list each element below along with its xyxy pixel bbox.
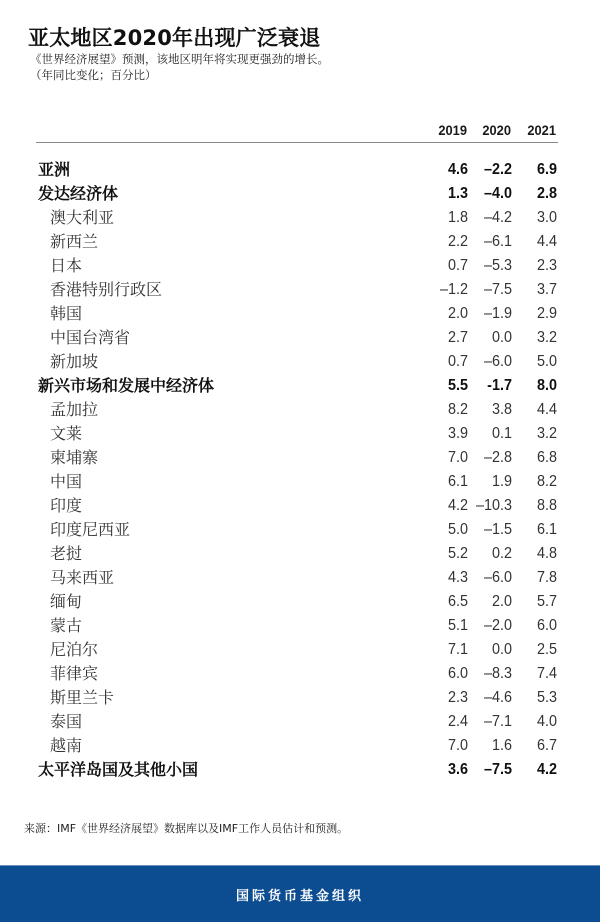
value-2020: –7.5: [483, 761, 512, 778]
value-2020: –8.3: [483, 665, 512, 682]
value-2020: –1.5: [483, 521, 512, 538]
table-row: [0, 230, 600, 254]
row-label: 越南: [50, 736, 83, 755]
value-2021: 5.0: [536, 353, 557, 370]
value-2019: 7.0: [447, 737, 468, 754]
value-2021: 7.8: [536, 569, 557, 586]
row-label: 发达经济体: [38, 184, 119, 203]
value-2021: 3.7: [536, 281, 557, 298]
table-group-row: [0, 758, 600, 782]
value-2020: -1.7: [487, 377, 512, 394]
value-2019: 2.0: [447, 305, 468, 322]
value-2019: 3.6: [447, 761, 468, 778]
value-2019: 2.2: [447, 233, 468, 250]
table-row: [0, 710, 600, 734]
value-2019: 2.4: [447, 713, 468, 730]
table-row: [0, 206, 600, 230]
table-row: [0, 638, 600, 662]
table-row: [0, 398, 600, 422]
row-label: 新西兰: [50, 232, 99, 251]
value-2019: 1.8: [447, 209, 468, 226]
subtitle-block: [30, 51, 329, 83]
footer-org-name: 国际货币基金组织: [235, 888, 364, 904]
value-2021: 3.2: [536, 329, 557, 346]
value-2019: 4.2: [447, 497, 468, 514]
value-2020: 0.1: [491, 425, 512, 442]
value-2019: 5.2: [447, 545, 468, 562]
table-row: [0, 518, 600, 542]
table-group-row: [0, 182, 600, 206]
value-2020: –2.0: [483, 617, 512, 634]
table-row: [0, 254, 600, 278]
value-2020: –6.0: [483, 353, 512, 370]
row-label: 泰国: [50, 712, 83, 731]
value-2019: –1.2: [439, 281, 468, 298]
source-note: 来源：IMF《世界经济展望》数据库以及IMF工作人员估计和预测。: [24, 822, 349, 835]
table-row: [0, 446, 600, 470]
header-divider: [36, 142, 558, 143]
value-2021: 6.0: [536, 617, 557, 634]
value-2019: 5.0: [447, 521, 468, 538]
value-2021: 8.0: [536, 377, 557, 394]
value-2020: –4.6: [483, 689, 512, 706]
value-2020: 1.6: [491, 737, 512, 754]
units-note: （年同比变化；百分比）: [30, 68, 157, 82]
table-row: [0, 470, 600, 494]
row-label: 日本: [50, 256, 83, 275]
value-2021: 4.2: [536, 761, 557, 778]
value-2021: 4.4: [536, 233, 557, 250]
value-2021: 6.7: [536, 737, 557, 754]
value-2021: 2.5: [536, 641, 557, 658]
table-row: [0, 566, 600, 590]
row-label: 中国台湾省: [50, 328, 131, 347]
value-2021: 2.8: [536, 185, 557, 202]
value-2020: –2.8: [483, 449, 512, 466]
value-2020: –4.0: [483, 185, 512, 202]
value-2020: –6.0: [483, 569, 512, 586]
column-header-2019: 2019: [438, 122, 467, 138]
row-label: 菲律宾: [50, 664, 99, 683]
value-2021: 6.9: [536, 161, 557, 178]
value-2021: 2.3: [536, 257, 557, 274]
page-title: 亚太地区2020年出现广泛衰退: [28, 26, 321, 50]
column-header-2020: 2020: [482, 122, 511, 138]
row-label: 文莱: [50, 424, 83, 443]
value-2019: 2.3: [447, 689, 468, 706]
value-2019: 6.5: [447, 593, 468, 610]
table-row: [0, 326, 600, 350]
value-2021: 3.2: [536, 425, 557, 442]
value-2020: –10.3: [475, 497, 512, 514]
row-label: 老挝: [50, 544, 83, 563]
value-2019: 6.0: [447, 665, 468, 682]
value-2021: 7.4: [536, 665, 557, 682]
value-2021: 6.8: [536, 449, 557, 466]
row-label: 新兴市场和发展中经济体: [38, 376, 215, 395]
row-label: 印度尼西亚: [50, 520, 131, 539]
value-2020: 2.0: [491, 593, 512, 610]
table-group-row: [0, 158, 600, 182]
value-2021: 6.1: [536, 521, 557, 538]
value-2019: 4.6: [447, 161, 468, 178]
value-2019: 5.5: [447, 377, 468, 394]
value-2020: –1.9: [483, 305, 512, 322]
table-row: [0, 494, 600, 518]
value-2020: –5.3: [483, 257, 512, 274]
value-2020: 0.0: [491, 641, 512, 658]
value-2019: 1.3: [447, 185, 468, 202]
row-label: 中国: [50, 472, 83, 491]
row-label: 香港特别行政区: [50, 280, 163, 299]
subtitle-text: 《世界经济展望》预测，该地区明年将实现更强劲的增长。: [30, 52, 329, 66]
value-2019: 7.0: [447, 449, 468, 466]
value-2021: 4.4: [536, 401, 557, 418]
table-row: [0, 590, 600, 614]
table-group-row: [0, 374, 600, 398]
value-2019: 2.7: [447, 329, 468, 346]
row-label: 斯里兰卡: [50, 688, 115, 707]
table-row: [0, 542, 600, 566]
value-2019: 3.9: [447, 425, 468, 442]
table-row: [0, 350, 600, 374]
value-2021: 8.8: [536, 497, 557, 514]
value-2019: 8.2: [447, 401, 468, 418]
value-2020: –2.2: [483, 161, 512, 178]
value-2021: 2.9: [536, 305, 557, 322]
value-2020: 1.9: [491, 473, 512, 490]
value-2021: 5.3: [536, 689, 557, 706]
value-2019: 6.1: [447, 473, 468, 490]
value-2019: 0.7: [447, 353, 468, 370]
column-header-2021: 2021: [527, 122, 556, 138]
value-2020: –6.1: [483, 233, 512, 250]
table-row: [0, 302, 600, 326]
row-label: 蒙古: [50, 616, 83, 635]
value-2019: 0.7: [447, 257, 468, 274]
value-2020: –7.5: [483, 281, 512, 298]
row-label: 太平洋岛国及其他小国: [38, 760, 199, 779]
row-label: 尼泊尔: [50, 640, 99, 659]
value-2021: 3.0: [536, 209, 557, 226]
footer-banner: [0, 865, 600, 922]
value-2021: 8.2: [536, 473, 557, 490]
table-row: [0, 662, 600, 686]
row-label: 孟加拉: [50, 400, 99, 419]
value-2020: –7.1: [483, 713, 512, 730]
row-label: 亚洲: [38, 160, 71, 179]
row-label: 柬埔寨: [50, 448, 99, 467]
row-label: 缅甸: [50, 592, 83, 611]
row-label: 马来西亚: [50, 568, 115, 587]
row-label: 澳大利亚: [50, 208, 115, 227]
table-row: [0, 686, 600, 710]
value-2019: 7.1: [447, 641, 468, 658]
table-row: [0, 422, 600, 446]
value-2021: 4.0: [536, 713, 557, 730]
table-row: [0, 278, 600, 302]
value-2020: 0.0: [491, 329, 512, 346]
table-row: [0, 734, 600, 758]
table-row: [0, 614, 600, 638]
value-2020: 0.2: [491, 545, 512, 562]
value-2021: 4.8: [536, 545, 557, 562]
value-2019: 4.3: [447, 569, 468, 586]
row-label: 韩国: [50, 304, 83, 323]
value-2020: –4.2: [483, 209, 512, 226]
value-2019: 5.1: [447, 617, 468, 634]
value-2020: 3.8: [491, 401, 512, 418]
row-label: 新加坡: [50, 352, 99, 371]
row-label: 印度: [50, 496, 83, 515]
value-2021: 5.7: [536, 593, 557, 610]
